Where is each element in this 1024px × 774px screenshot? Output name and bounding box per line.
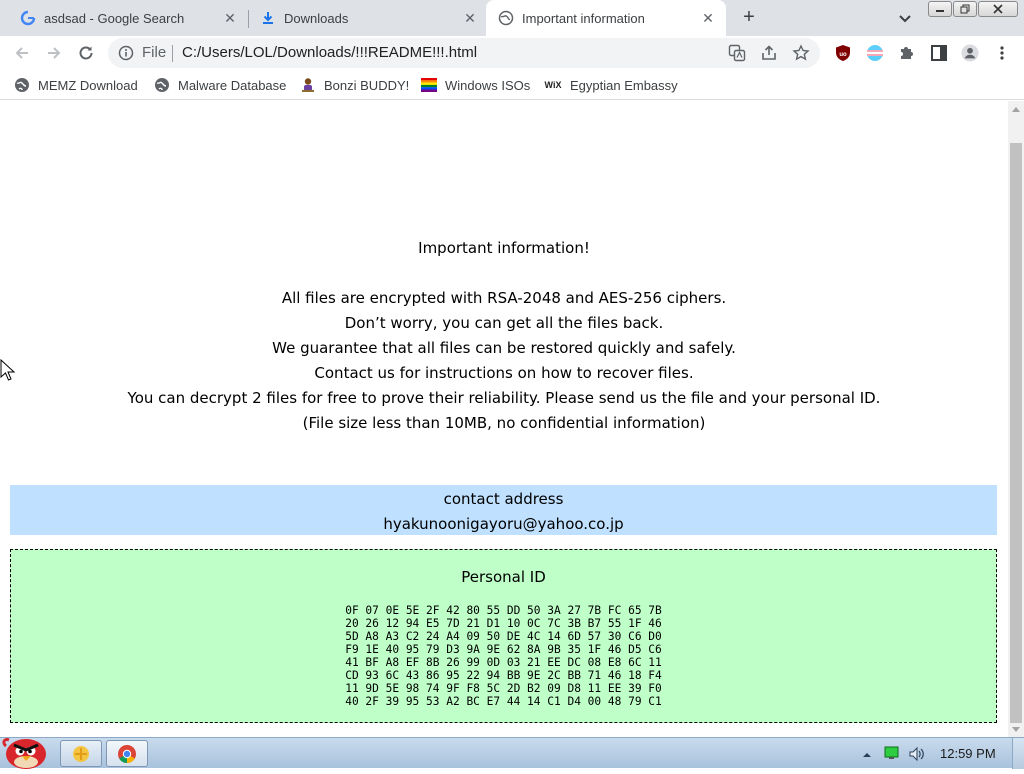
bookmark-label: Windows ISOs xyxy=(445,77,531,93)
forward-button[interactable] xyxy=(41,40,67,66)
close-icon[interactable]: ✕ xyxy=(702,10,714,26)
scroll-down-icon[interactable] xyxy=(1012,727,1020,732)
bookmark-star-icon[interactable] xyxy=(792,44,810,62)
arrow-left-icon xyxy=(13,44,31,62)
profile-avatar-icon[interactable] xyxy=(961,44,979,62)
tab-downloads[interactable] xyxy=(240,0,488,36)
action-center-icon[interactable] xyxy=(884,746,900,765)
bookmark-label: Bonzi BUDDY! xyxy=(324,77,410,93)
tab-title: asdsad - Google Search xyxy=(44,10,185,26)
chrome-icon xyxy=(117,744,137,764)
personal-id-label: Personal ID xyxy=(461,568,546,586)
bookmark-label: Egyptian Embassy xyxy=(570,77,678,93)
contact-label: contact address xyxy=(443,490,564,508)
message-line: All files are encrypted with RSA-2048 and AES-256 ciphers. xyxy=(281,289,727,307)
close-icon[interactable]: ✕ xyxy=(464,10,476,26)
tab-title: Important information xyxy=(522,10,645,26)
chevron-down-icon xyxy=(895,8,915,28)
contact-box xyxy=(10,485,997,535)
personal-id-hex[interactable]: 0F 07 0E 5E 2F 42 80 55 DD 50 3A 27 7B FC 65 7B 20 26 12 94 E5 7D 21 D1 10 0C 7C 3B B7 55 1F 46 5D A8 A3 C2 24 A4 09 50 DE 4C 14 6D 57 30 C6 D0 F9 1E 40 95 79 D3 9A 9E 62 8A 9B 35 1F 46 D5 C6 41 BF A8 EF 8B 26 99 0D 03 21 EE DC 08 E8 6C 11 CD 93 6C 43 86 95 22 94 BB 9E 2C BB 71 46 18 F4 11 9D 5E 98 74 9F F8 5C 2D B2 09 D8 11 EE 39 F0 40 2F 39 95 53 A2 BC E7 44 14 C1 D4 00 48 79 C1 xyxy=(345,604,662,708)
bookmark-bonzi-buddy[interactable] xyxy=(300,76,409,94)
restore-button[interactable] xyxy=(953,1,977,17)
taskbar xyxy=(0,737,1024,768)
restore-icon xyxy=(960,4,970,14)
google-icon xyxy=(20,10,36,26)
back-button[interactable] xyxy=(9,40,35,66)
bookmark-windows-isos[interactable] xyxy=(421,76,530,94)
close-icon[interactable]: ✕ xyxy=(224,10,236,26)
scrollbar-thumb[interactable] xyxy=(1010,143,1022,723)
kebab-menu-icon[interactable] xyxy=(993,44,1011,62)
message-line: (File size less than 10MB, no confidential information) xyxy=(302,414,706,432)
message-line: We guarantee that all files can be restored quickly and safely. xyxy=(272,339,736,357)
share-icon[interactable] xyxy=(760,44,778,62)
start-button[interactable] xyxy=(0,732,52,768)
bookmarks-bar xyxy=(0,70,1024,100)
message-line: Don’t worry, you can get all the files back. xyxy=(344,314,664,332)
volume-icon[interactable] xyxy=(908,746,926,767)
mouse-cursor-icon xyxy=(0,359,16,386)
arrow-right-icon xyxy=(45,44,63,62)
new-tab-button[interactable]: + xyxy=(743,6,755,28)
tab-google-search[interactable] xyxy=(0,0,248,36)
bonzi-icon xyxy=(300,77,316,93)
extension-flag-icon[interactable] xyxy=(866,44,884,62)
minimize-button[interactable] xyxy=(928,1,952,17)
tab-strip xyxy=(0,0,1024,36)
contact-email[interactable]: hyakunoonigayoru@yahoo.co.jp xyxy=(383,515,624,533)
side-panel-icon[interactable] xyxy=(930,44,948,62)
translate-icon[interactable] xyxy=(728,44,746,62)
bookmark-label: Malware Database xyxy=(178,77,287,93)
bookmark-memz-download[interactable] xyxy=(14,76,138,94)
globe-icon xyxy=(154,77,170,93)
angry-bird-icon xyxy=(0,732,52,769)
personal-id-box xyxy=(10,549,997,723)
close-window-button[interactable] xyxy=(978,1,1018,17)
show-desktop-button[interactable] xyxy=(1012,738,1024,769)
svg-text:uo: uo xyxy=(839,52,847,58)
message-line: You can decrypt 2 files for free to prove their reliability. Please send us the file and your personal ID. xyxy=(127,389,881,407)
browser-toolbar xyxy=(0,36,1024,70)
wix-icon: WiX xyxy=(544,80,562,90)
url-text[interactable]: C:/Users/LOL/Downloads/!!!README!!!.html xyxy=(182,44,478,61)
taskbar-explorer-button[interactable] xyxy=(60,740,102,767)
page-viewport xyxy=(0,101,1008,737)
info-icon[interactable] xyxy=(118,45,134,61)
bookmark-label: MEMZ Download xyxy=(38,77,138,93)
scroll-up-icon[interactable] xyxy=(1012,107,1020,112)
minimize-icon xyxy=(935,4,945,14)
folder-icon xyxy=(71,744,91,764)
omnibox-divider xyxy=(172,45,173,62)
globe-icon xyxy=(498,10,514,26)
tab-important-information[interactable] xyxy=(486,0,726,36)
bookmark-egyptian-embassy[interactable] xyxy=(544,76,678,94)
tab-title: Downloads xyxy=(284,10,349,26)
tab-search-button[interactable] xyxy=(895,8,915,28)
rainbow-flag-icon xyxy=(421,77,437,93)
address-bar[interactable] xyxy=(108,38,820,68)
globe-icon xyxy=(14,77,30,93)
reload-button[interactable] xyxy=(73,40,99,66)
bookmark-malware-database[interactable] xyxy=(154,76,286,94)
page-heading: Important information! xyxy=(418,239,590,257)
puzzle-icon[interactable] xyxy=(898,44,916,62)
message-line: Contact us for instructions on how to recover files. xyxy=(314,364,694,382)
taskbar-chrome-button[interactable] xyxy=(106,740,148,767)
close-icon xyxy=(992,4,1004,14)
show-hidden-icons-icon[interactable] xyxy=(862,747,872,765)
reload-icon xyxy=(77,44,95,62)
ublock-origin-icon[interactable] xyxy=(834,44,852,62)
vertical-scrollbar[interactable] xyxy=(1008,101,1024,737)
scheme-label: File xyxy=(142,44,167,61)
download-icon xyxy=(260,10,276,26)
taskbar-clock[interactable]: 12:59 PM xyxy=(940,746,996,761)
